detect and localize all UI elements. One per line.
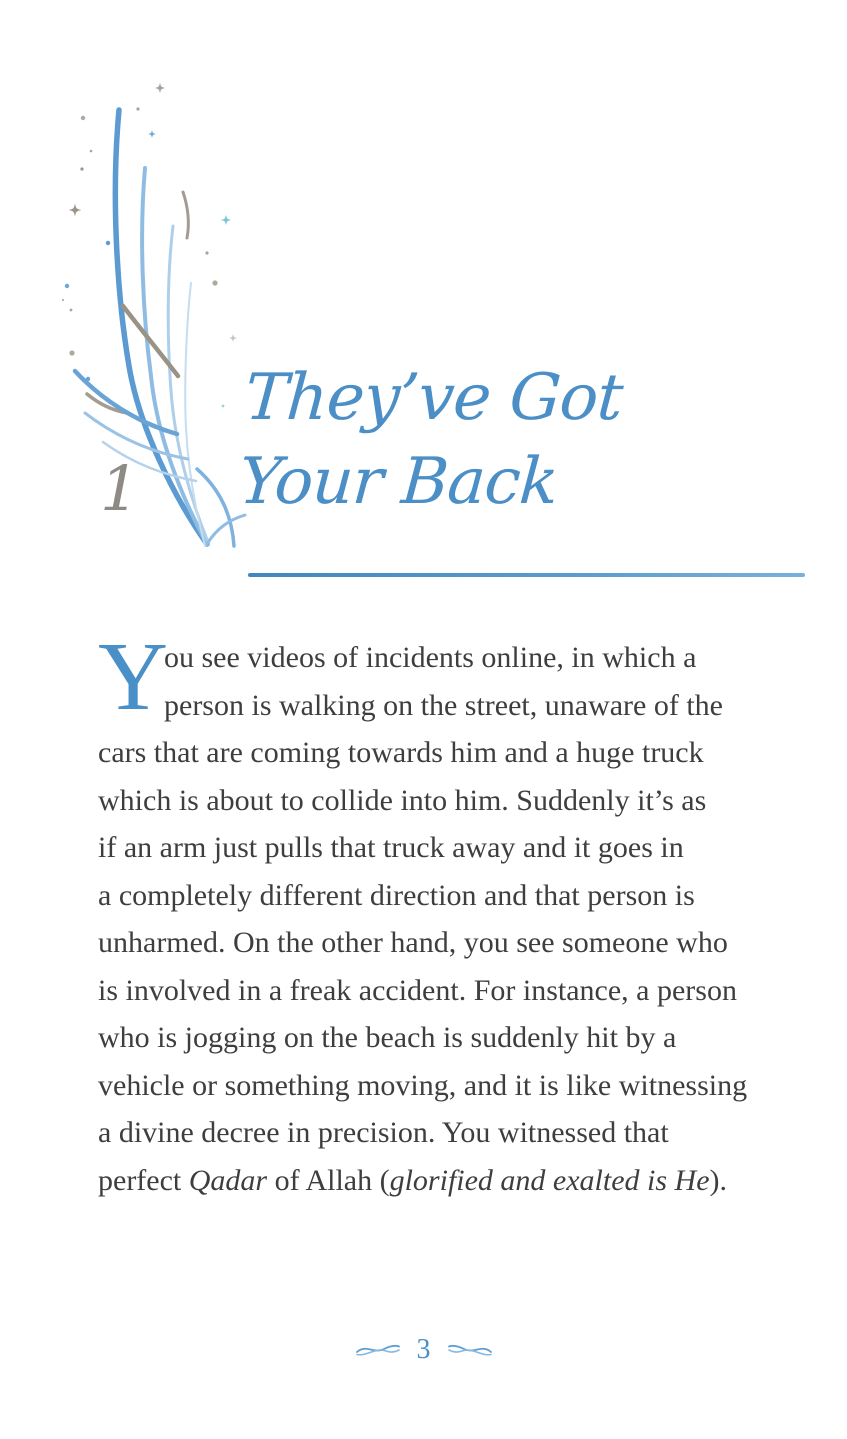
chapter-title bbox=[236, 356, 625, 524]
body-line-last bbox=[98, 1157, 808, 1205]
wave-swash-left-icon bbox=[355, 1341, 401, 1359]
body-paragraph bbox=[98, 623, 808, 1204]
body-line: a divine decree in precision. You witnessed that bbox=[98, 1116, 669, 1149]
body-line: unharmed. On the other hand, you see someone who bbox=[98, 926, 728, 959]
page-number: 3 bbox=[416, 1334, 431, 1365]
body-text-segment: of Allah ( bbox=[267, 1163, 390, 1197]
body-text-segment: perfect bbox=[98, 1163, 189, 1197]
body-line: if an arm just pulls that truck away and it goes in bbox=[98, 831, 684, 864]
italic-phrase-glorified: glorified and exalted is He bbox=[389, 1163, 710, 1197]
body-line: vehicle or something moving, and it is like witnessing bbox=[98, 1068, 748, 1102]
body-line: person is walking on the street, unaware of the bbox=[164, 688, 723, 722]
drop-cap: Y bbox=[98, 623, 169, 730]
flourish-ornament-icon bbox=[55, 76, 255, 564]
title-divider-rule bbox=[248, 573, 805, 577]
body-line: a completely different direction and that person is bbox=[98, 878, 695, 912]
page-footer bbox=[0, 1336, 847, 1364]
chapter-title-line-2: Your Back bbox=[236, 445, 560, 519]
wave-swash-right-icon bbox=[447, 1341, 493, 1359]
chapter-number: 1 bbox=[100, 452, 140, 525]
body-line: ou see videos of incidents online, in which a bbox=[164, 641, 697, 674]
body-line: who is jogging on the beach is suddenly hit by a bbox=[98, 1021, 677, 1054]
body-line: which is about to collide into him. Suddenly it’s as bbox=[98, 783, 707, 817]
body-line: is involved in a freak accident. For instance, a person bbox=[98, 973, 737, 1007]
chapter-title-line-1: They’ve Got bbox=[242, 361, 625, 435]
italic-term-qadar: Qadar bbox=[188, 1163, 268, 1197]
body-text-segment: ). bbox=[709, 1163, 728, 1197]
body-line: cars that are coming towards him and a huge truck bbox=[98, 736, 704, 769]
